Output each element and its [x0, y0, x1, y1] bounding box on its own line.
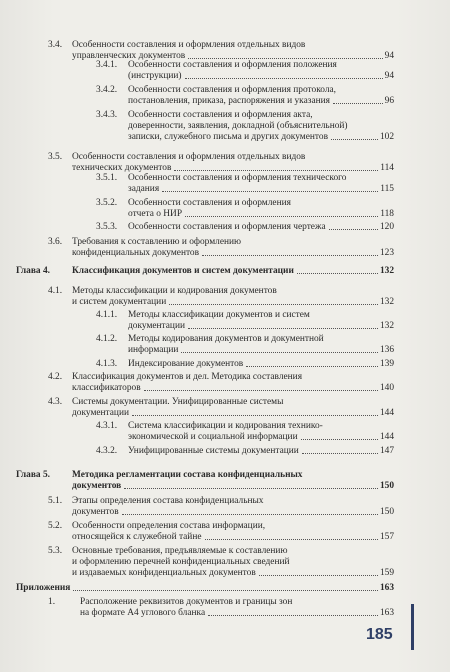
toc-entry — [16, 470, 394, 492]
toc-entry-title-line: относящейся к служебной тайне — [72, 532, 202, 542]
toc-entry-title-line: Расположение реквизитов документов и границы зон — [80, 597, 293, 607]
toc-entry-number: 3.5.2. — [96, 198, 118, 208]
toc-entry-title-line: Методика регламентации состава конфиденциальных — [72, 470, 303, 480]
toc-entry-title-line: Классификация документов и систем документации — [72, 266, 294, 276]
toc-entry — [48, 237, 394, 259]
dot-leader — [246, 366, 378, 367]
toc-entry-title-line: Особенности составления и оформления отдельных видов — [72, 152, 306, 162]
toc-entry-page: 139 — [379, 359, 394, 369]
toc-entry-number: 3.5.3. — [96, 222, 118, 232]
toc-entry-page: 114 — [380, 163, 394, 173]
toc-entry — [48, 546, 394, 579]
dot-leader — [331, 139, 378, 140]
toc-entry-page: 140 — [379, 383, 394, 393]
toc-entry-page: 120 — [379, 222, 394, 232]
toc-entry-title-line: Особенности составления и оформления — [128, 198, 291, 208]
toc-entry-page: 163 — [379, 583, 394, 593]
toc-entry-title-line: Особенности определения состава информации, — [72, 521, 266, 531]
toc-entry-number: 3.6. — [48, 237, 63, 247]
toc-entry-page: 96 — [384, 96, 394, 106]
dot-leader — [162, 191, 378, 192]
dot-leader — [259, 575, 378, 576]
toc-entry — [16, 583, 394, 594]
toc-entry — [48, 152, 394, 174]
toc-entry-title-line: конфиденциальных документов — [72, 248, 200, 258]
toc-entry-page: 147 — [379, 446, 394, 456]
toc-entry-number: 4.1. — [48, 286, 63, 296]
toc-entry — [96, 60, 394, 82]
toc-entry — [96, 110, 394, 143]
toc-entry-title-line: постановления, приказа, распоряжения и указания — [128, 96, 330, 106]
toc-entry-page: 136 — [379, 345, 394, 355]
dot-leader — [205, 539, 378, 540]
toc-entry-page: 132 — [379, 321, 394, 331]
toc-entry-title-line: Методы кодирования документов и документной — [128, 334, 324, 344]
dot-leader — [202, 255, 378, 256]
dot-leader — [124, 488, 378, 489]
toc-entry — [96, 446, 394, 457]
toc-entry-page: 94 — [384, 71, 394, 81]
toc-entry-page: 150 — [379, 507, 394, 517]
toc-entry-title-line: (инструкции) — [128, 71, 182, 81]
toc-entry-page: 150 — [379, 481, 394, 491]
chapter-edge-marker — [411, 604, 414, 650]
toc-entry-title-line: Унифицированные системы документации — [128, 446, 299, 456]
toc-entry-number: 3.4.1. — [96, 60, 118, 70]
toc-entry-title-line: документов — [72, 481, 122, 491]
toc-entry-number: 4.2. — [48, 372, 63, 382]
dot-leader — [208, 615, 378, 616]
toc-entry-page: 132 — [379, 297, 394, 307]
dot-leader — [333, 103, 383, 104]
toc-entry-title-line: Требования к составлению и оформлению — [72, 237, 242, 247]
toc-entry — [48, 397, 394, 419]
toc-entry-title-line: и систем документации — [72, 297, 167, 307]
toc-entry-title-line: Особенности составления и оформления технического — [128, 173, 347, 183]
toc-entry-title-line: Приложения — [16, 583, 71, 593]
toc-entry-number: 4.3.2. — [96, 446, 118, 456]
toc-entry — [96, 85, 394, 107]
toc-entry-title-line: информации — [128, 345, 179, 355]
page-number: 185 — [366, 626, 393, 643]
dot-leader — [188, 328, 378, 329]
dot-leader — [181, 352, 378, 353]
toc-entry-title-line: записки, служебного письма и других документов — [128, 132, 328, 142]
toc-entry-page: 132 — [379, 266, 394, 276]
toc-entry-title-line: Особенности составления и оформления чертежа — [128, 222, 326, 232]
toc-entry — [96, 359, 394, 370]
toc-entry — [96, 173, 394, 195]
toc-entry-number: 5.2. — [48, 521, 63, 531]
toc-entry-page: 144 — [379, 408, 394, 418]
dot-leader — [174, 170, 378, 171]
toc-entry-title-line: Этапы определения состава конфиденциальных — [72, 496, 264, 506]
toc-entry-title-line: Индексирование документов — [128, 359, 244, 369]
toc-entry — [48, 286, 394, 308]
toc-entry-title-line: Методы классификации документов и систем — [128, 310, 310, 320]
toc-entry-title-line: экономической и социальной информации — [128, 432, 298, 442]
dot-leader — [132, 415, 378, 416]
toc-entry-title-line: управленческих документов — [72, 51, 186, 61]
toc-entry-page: 115 — [380, 184, 394, 194]
toc-entry-title-line: на формате А4 углового бланка — [80, 608, 206, 618]
toc-entry — [48, 40, 394, 62]
toc-entry-number: Глава 5. — [16, 470, 50, 480]
toc-entry-title-line: Особенности составления и оформления акта, — [128, 110, 313, 120]
toc-entry-number: 3.4.2. — [96, 85, 118, 95]
toc-entry — [48, 496, 394, 518]
toc-entry-title-line: отчета о НИР — [128, 209, 183, 219]
dot-leader — [144, 390, 378, 391]
toc-entry-number: 4.1.3. — [96, 359, 118, 369]
toc-entry — [48, 372, 394, 394]
toc-entry — [48, 521, 394, 543]
toc-entry-title-line: Особенности составления и оформления отдельных видов — [72, 40, 306, 50]
toc-entry-number: 5.3. — [48, 546, 63, 556]
toc-entry-number: Глава 4. — [16, 266, 50, 276]
dot-leader — [188, 58, 382, 59]
toc-entry — [48, 597, 394, 619]
toc-entry-title-line: документации — [128, 321, 185, 331]
toc-entry-number: 4.1.1. — [96, 310, 118, 320]
dot-leader — [122, 514, 378, 515]
toc-entry-title-line: Системы документации. Унифицированные системы — [72, 397, 284, 407]
toc-entry-title-line: классификаторов — [72, 383, 141, 393]
dot-leader — [302, 453, 378, 454]
toc-entry-number: 3.4.3. — [96, 110, 118, 120]
toc-entry-number: 3.5. — [48, 152, 63, 162]
dot-leader — [185, 78, 383, 79]
toc-entry-number: 1. — [48, 597, 56, 607]
toc-entry-title-line: доверенности, заявления, докладной (объяснительной) — [128, 121, 348, 131]
toc-entry — [96, 198, 394, 220]
toc-entry-page: 144 — [379, 432, 394, 442]
toc-entry-title-line: и оформлению перечней конфиденциальных сведений — [72, 557, 290, 567]
toc-entry-title-line: Особенности составления и оформления положения — [128, 60, 337, 70]
dot-leader — [329, 229, 378, 230]
dot-leader — [73, 590, 378, 591]
toc-entry-title-line: Методы классификации и кодирования документов — [72, 286, 277, 296]
toc-entry-number: 4.3.1. — [96, 421, 118, 431]
dot-leader — [301, 439, 378, 440]
dot-leader — [297, 273, 378, 274]
toc-entry-page: 118 — [380, 209, 394, 219]
toc-entry-number: 4.1.2. — [96, 334, 118, 344]
toc-entry-number: 4.3. — [48, 397, 63, 407]
toc-entry-page: 123 — [379, 248, 394, 258]
toc-entry-title-line: и издаваемых конфиденциальных документов — [72, 568, 256, 578]
dot-leader — [185, 216, 378, 217]
toc-entry — [96, 334, 394, 356]
toc-entry-title-line: Основные требования, предъявляемые к составлению — [72, 546, 288, 556]
toc-entry-title-line: задания — [128, 184, 160, 194]
toc-entry-number: 3.5.1. — [96, 173, 118, 183]
toc-entry-number: 3.4. — [48, 40, 63, 50]
toc-entry-page: 159 — [379, 568, 394, 578]
toc-entry-title-line: Классификация документов и дел. Методика составления — [72, 372, 303, 382]
toc-entry — [96, 421, 394, 443]
toc-entry-page: 102 — [379, 132, 394, 142]
toc-entry-title-line: документации — [72, 408, 129, 418]
toc-entry-page: 94 — [384, 51, 394, 61]
toc-entry — [96, 310, 394, 332]
toc-entry-title-line: документов — [72, 507, 119, 517]
toc-entry-page: 163 — [379, 608, 394, 618]
toc-entry — [16, 266, 394, 277]
toc-entry-page: 157 — [379, 532, 394, 542]
toc-entry-title-line: Система классификации и кодирования технико- — [128, 421, 323, 431]
toc-entry-number: 5.1. — [48, 496, 63, 506]
toc-entry — [96, 222, 394, 233]
toc-entry-title-line: Особенности составления и оформления протокола, — [128, 85, 337, 95]
dot-leader — [169, 304, 378, 305]
toc-entry-title-line: технических документов — [72, 163, 172, 173]
